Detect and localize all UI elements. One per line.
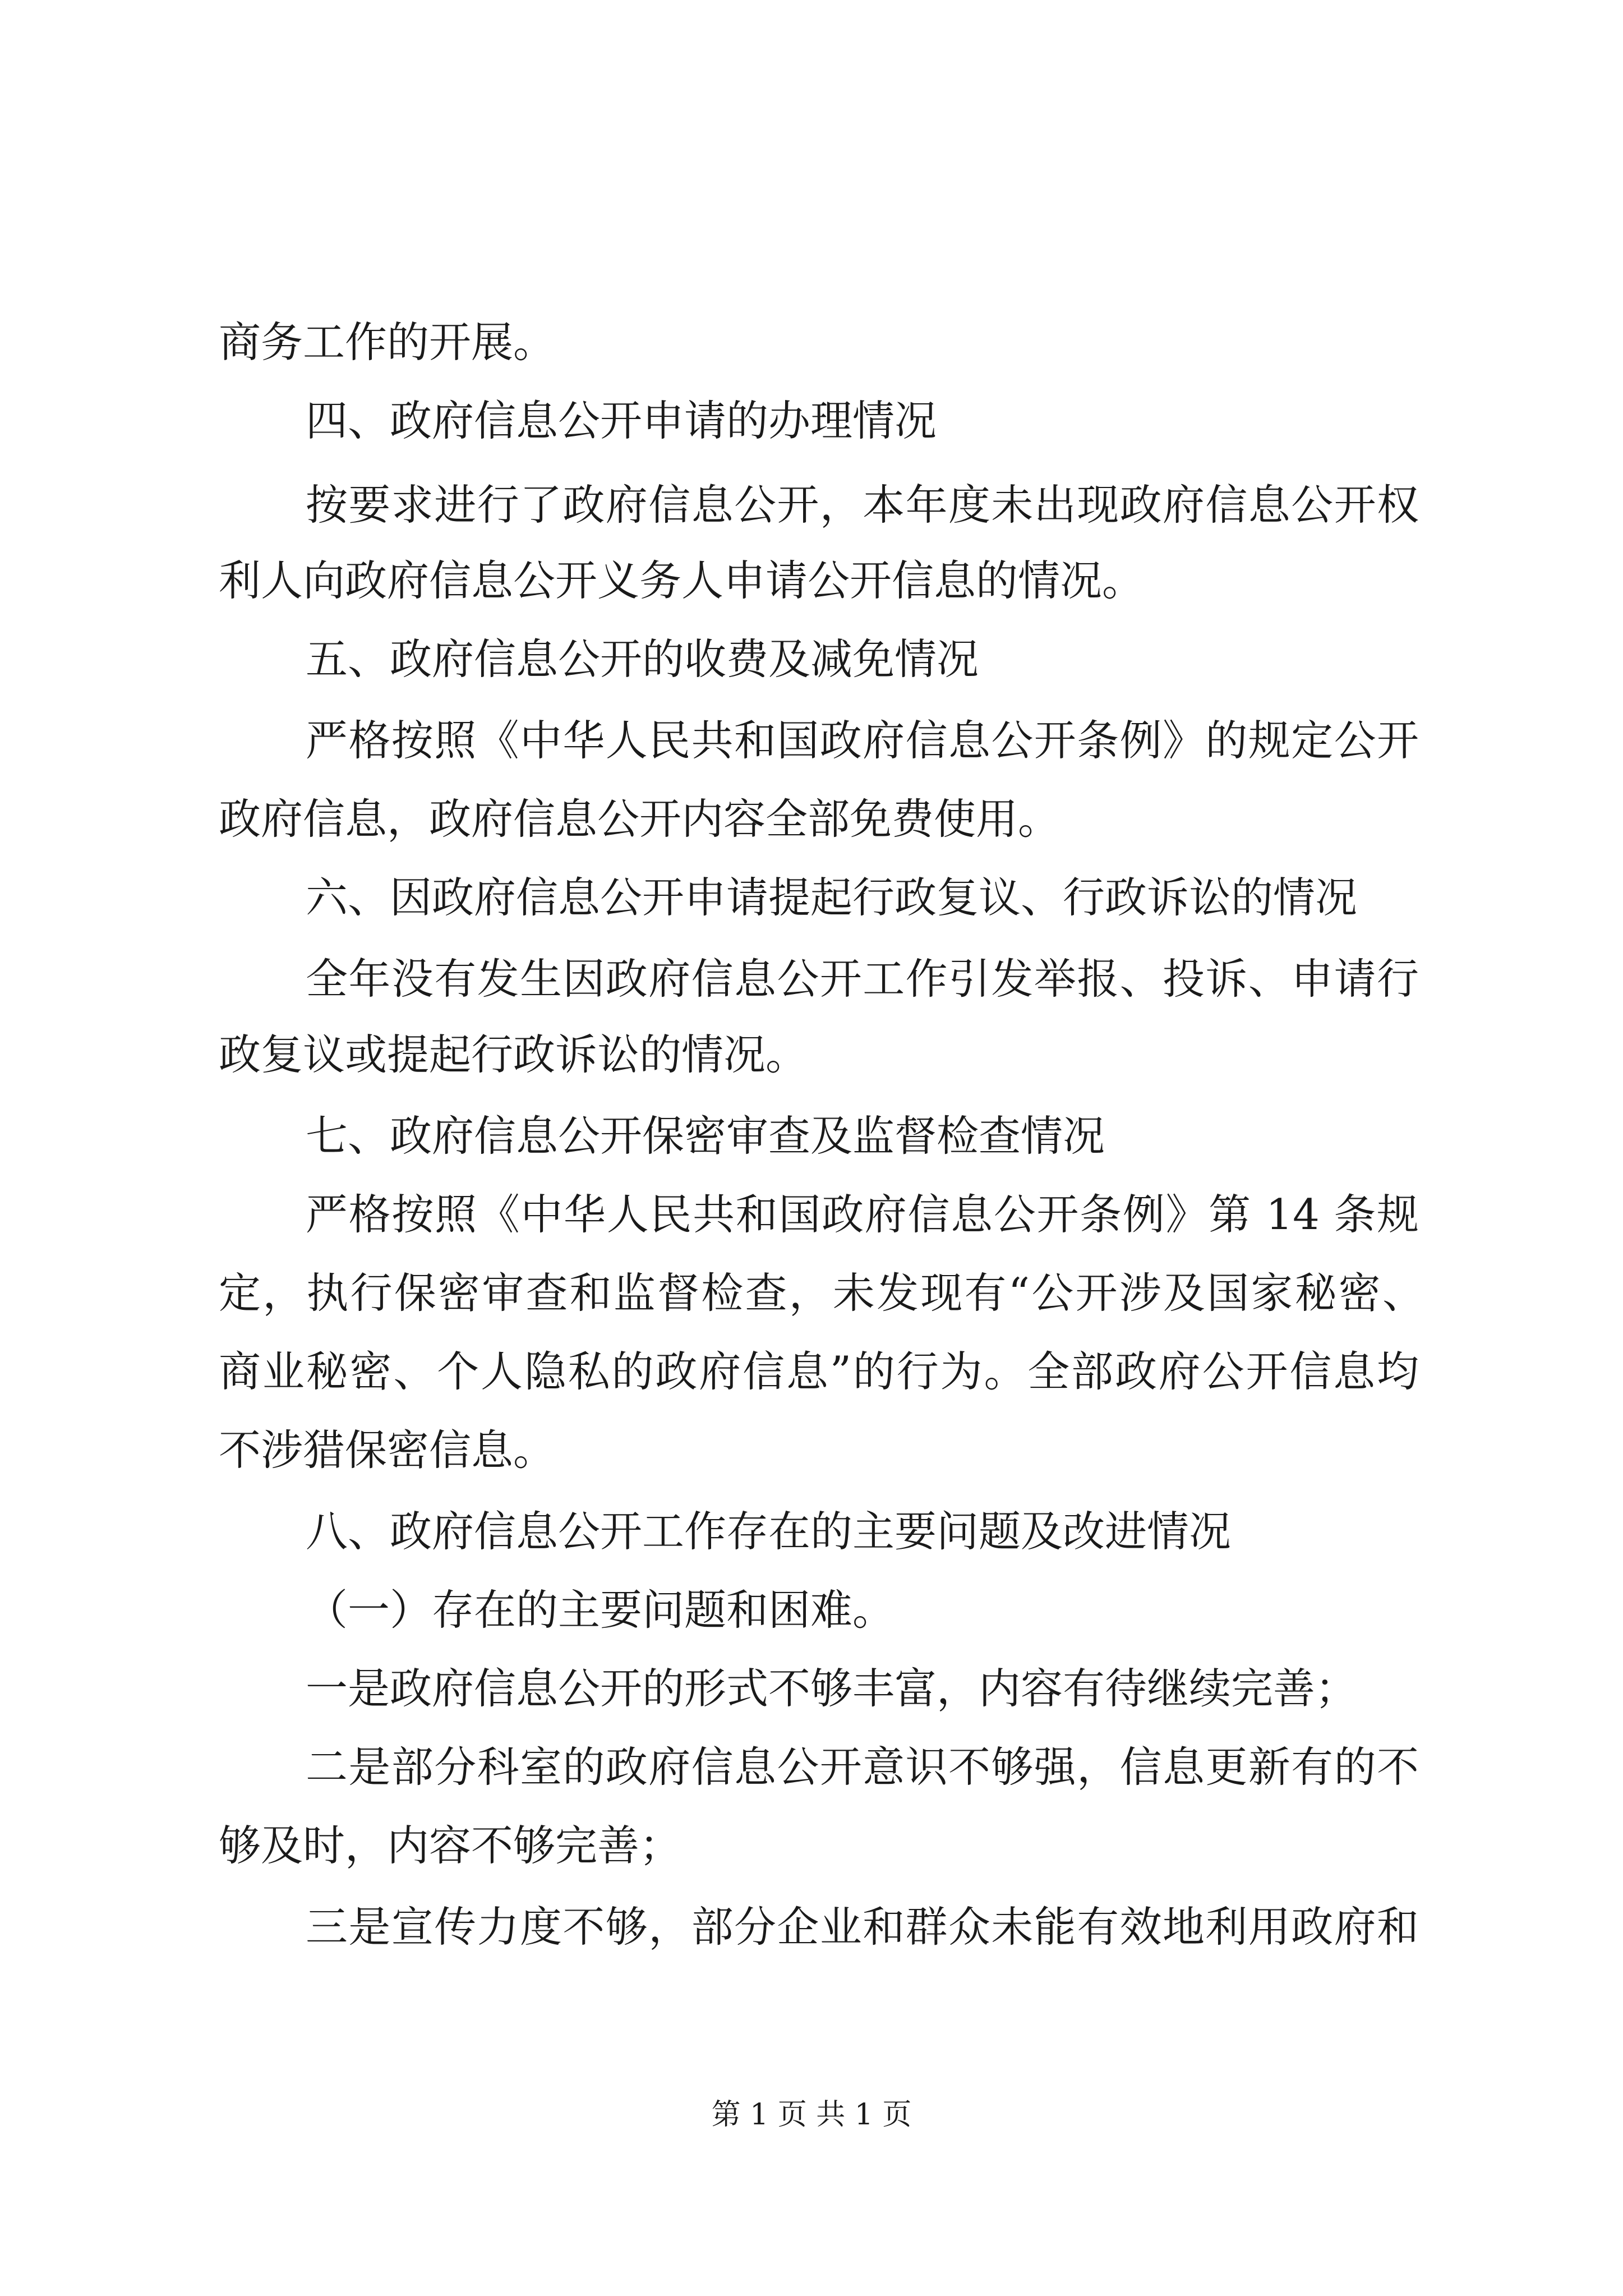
body-line: 一是政府信息公开的形式不够丰富，内容有待继续完善； [306, 1664, 1358, 1713]
body-line: 严格按照《中华人民共和国政府信息公开条例》第 14 条规 [306, 1190, 1419, 1239]
section-heading: 六、因政府信息公开申请提起行政复议、行政诉讼的情况 [306, 873, 1358, 922]
section-heading: 七、政府信息公开保密审查及监督检查情况 [306, 1111, 1105, 1161]
body-line: 二是部分科室的政府信息公开意识不够强，信息更新有的不 [306, 1742, 1419, 1792]
body-line: 政府信息，政府信息公开内容全部免费使用。 [219, 794, 1061, 844]
body-line: 定，执行保密审查和监督检查，未发现有“公开涉及国家秘密、 [219, 1268, 1424, 1318]
section-heading: 八、政府信息公开工作存在的主要问题及改进情况 [306, 1507, 1232, 1556]
body-line: 利人向政府信息公开义务人申请公开信息的情况。 [219, 556, 1145, 605]
body-line: 商务工作的开展。 [219, 318, 556, 367]
body-line: 按要求进行了政府信息公开，本年度未出现政府信息公开权 [306, 480, 1419, 530]
body-line: 不涉猎保密信息。 [219, 1425, 556, 1475]
body-line: 三是宣传力度不够，部分企业和群众未能有效地利用政府和 [306, 1902, 1419, 1952]
page-footer: 第 1 页 共 1 页 [711, 2098, 912, 2132]
body-line: 商业秘密、个人隐私的政府信息”的行为。全部政府公开信息均 [219, 1347, 1419, 1396]
body-line: 够及时，内容不够完善； [219, 1821, 682, 1870]
subsection-heading: （一）存在的主要问题和困难。 [306, 1585, 895, 1635]
body-line: 严格按照《中华人民共和国政府信息公开条例》的规定公开 [306, 716, 1419, 765]
section-heading: 五、政府信息公开的收费及减免情况 [306, 634, 979, 684]
body-line: 全年没有发生因政府信息公开工作引发举报、投诉、申请行 [306, 954, 1419, 1004]
section-heading: 四、政府信息公开申请的办理情况 [306, 396, 937, 445]
body-line: 政复议或提起行政诉讼的情况。 [219, 1030, 808, 1079]
